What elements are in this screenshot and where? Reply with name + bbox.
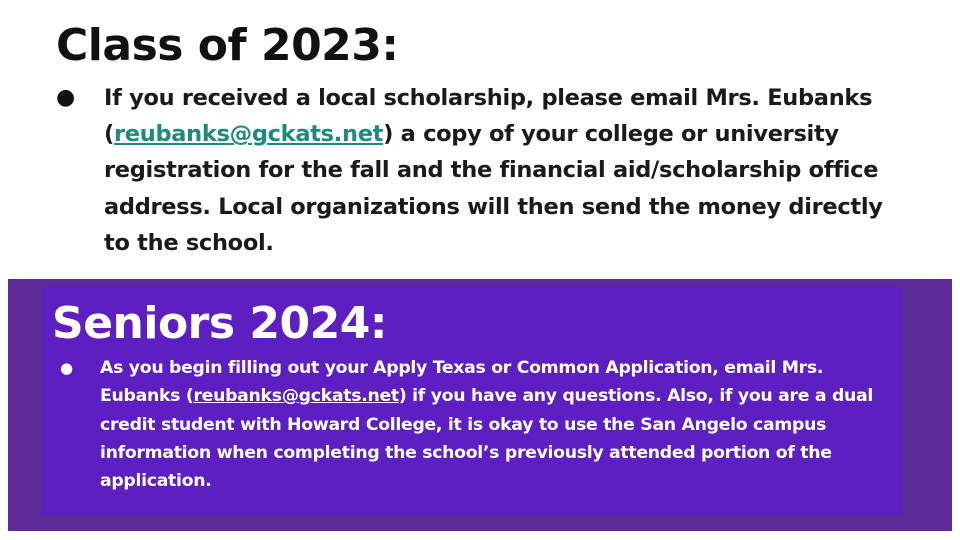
bullet-icon: ● [56,85,76,110]
class-2023-bullet-text [104,80,894,261]
seniors-2024-bullet-text [100,354,895,495]
seniors-2024-text-before-link: As you begin filling out your Apply Texas or Common Application, email Mrs. Eubanks ( [100,358,824,407]
class-2023-text-before-link: If you received a local scholarship, please email Mrs. Eubanks ( [104,85,873,148]
class-2023-bullet-item [56,80,916,261]
seniors-2024-email-link[interactable]: reubanks@gckats.net [193,386,399,407]
class-2023-section [56,80,916,261]
seniors-2024-text-after-link: ) if you have any questions. Also, if you are a dual credit student with Howard College, it is okay to use the San Angelo campus information when completing the school’s previously attended portion of the application. [100,386,874,492]
class-2023-text-after-link: ) a copy of your college or university registration for the fall and the financial aid/scholarship office address. Local organizations will then send the money directly to the school. [104,121,883,256]
seniors-2024-section [60,354,895,495]
class-2023-title: Class of 2023: [56,20,399,71]
bullet-icon: ● [60,359,74,377]
seniors-2024-bullet-item [60,354,895,495]
seniors-2024-title: Seniors 2024: [52,298,387,349]
class-2023-email-link[interactable]: reubanks@gckats.net [113,121,384,148]
